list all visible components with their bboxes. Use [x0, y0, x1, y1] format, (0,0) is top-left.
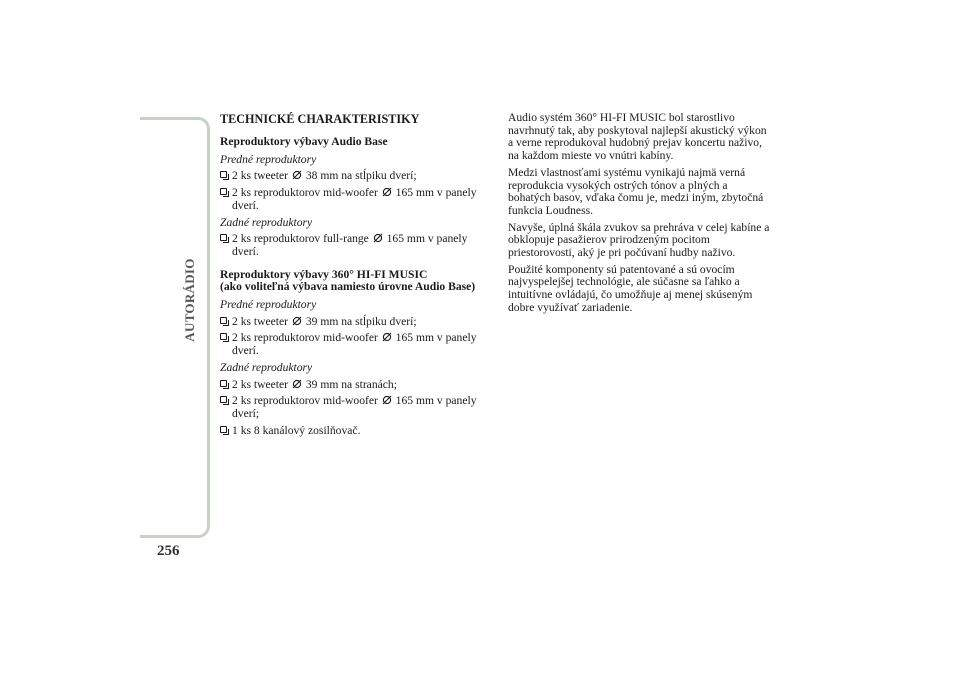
hifi-rear-list: [220, 379, 495, 421]
hifi-rear-label: Zadné reproduktory: [220, 360, 313, 374]
hifi-heading: [220, 269, 495, 294]
base-front-label: Predné reproduktory: [220, 152, 317, 166]
hifi-heading-line2: (ako voliteľná výbava namiesto úrovne Audio Base): [220, 280, 476, 294]
list-item: [220, 316, 495, 329]
diameter-icon: [382, 187, 392, 197]
item-post: 165 mm v panely dverí.: [232, 186, 477, 212]
amp-item-text: 1 ks 8 kanálový zosilňovač.: [232, 423, 361, 437]
hifi-front-list: [220, 316, 495, 358]
diameter-icon: [292, 170, 302, 180]
checkbox-bullet-icon: [220, 396, 227, 403]
list-item: [220, 379, 495, 392]
paragraph: Audio systém 360° HI-FI MUSIC bol starostlivo navrhnutý tak, aby poskytoval najlepší akustický výkon a verne reprodukoval hudobný prejav koncertu naživo, na každom mieste vo vnútri kabíny.: [508, 111, 767, 163]
item-pre: 2 ks reproduktorov full-range: [232, 232, 372, 246]
list-item: [220, 233, 495, 258]
item-pre: 2 ks reproduktorov mid-woofer: [232, 394, 381, 408]
item-post: 165 mm v panely dverí.: [232, 232, 468, 258]
chapter-tab: [140, 117, 210, 538]
list-item: [220, 332, 495, 357]
item-post: 38 mm na stĺpiku dverí;: [302, 169, 417, 183]
diameter-icon: [382, 332, 392, 342]
list-item: [220, 395, 495, 420]
diameter-icon: [292, 379, 302, 389]
base-front-list: [220, 170, 495, 212]
checkbox-bullet-icon: [220, 171, 227, 178]
diameter-icon: [373, 233, 383, 243]
diameter-icon: [382, 395, 392, 405]
item-post: 39 mm na stĺpiku dverí;: [302, 314, 417, 328]
item-post: 165 mm v panely dverí;: [232, 394, 477, 420]
item-pre: 2 ks reproduktorov mid-woofer: [232, 186, 381, 200]
hifi-heading-line1: Reproduktory výbavy 360° HI-FI MUSIC: [220, 267, 428, 281]
base-heading: Reproduktory výbavy Audio Base: [220, 135, 388, 148]
checkbox-bullet-icon: [220, 426, 227, 433]
paragraph: Použité komponenty sú patentované a sú ovocím najvyspelejšej technológie, ale súčasne sa ľahko a intuitívne ovládajú, čo umožňuje aj menej skúseným dobre využívať zariadenie.: [508, 262, 753, 314]
hifi-front-label: Predné reproduktory: [220, 298, 317, 312]
paragraph: Navyše, úplná škála zvukov sa prehráva v celej kabíne a obklopuje pasažierov prirodzeným pocitom priestorovosti, aký je pri počúvaní hudby naživo.: [508, 220, 770, 260]
item-post: 39 mm na stranách;: [302, 377, 397, 391]
list-item: [220, 170, 495, 183]
base-rear-label: Zadné reproduktory: [220, 215, 313, 229]
item-pre: 2 ks reproduktorov mid-woofer: [232, 331, 381, 345]
item-post: 165 mm v panely dverí.: [232, 331, 477, 358]
section-title: TECHNICKÉ CHARAKTERISTIKY: [220, 112, 420, 126]
item-pre: 2 ks tweeter: [232, 377, 291, 391]
checkbox-bullet-icon: [220, 317, 227, 324]
checkbox-bullet-icon: [220, 333, 227, 340]
checkbox-bullet-icon: [220, 188, 227, 195]
item-pre: 2 ks tweeter: [232, 314, 291, 328]
checkbox-bullet-icon: [220, 380, 227, 387]
paragraph: Medzi vlastnosťami systému vynikajú najmä verná reprodukcia vysokých ostrých tónov a plných a bohatých basov, vďaka čomu je, medzi iným, zbytočná funkcia Loudness.: [508, 165, 764, 217]
base-rear-list: [220, 233, 495, 258]
list-item: [220, 425, 495, 438]
page-number: 256: [157, 543, 180, 559]
chapter-label: AUTORÁDIO: [182, 258, 197, 342]
left-column: [220, 112, 495, 441]
diameter-icon: [292, 316, 302, 326]
right-column: [508, 112, 770, 319]
list-item: [220, 187, 495, 212]
item-pre: 2 ks tweeter: [232, 169, 291, 183]
checkbox-bullet-icon: [220, 234, 227, 241]
